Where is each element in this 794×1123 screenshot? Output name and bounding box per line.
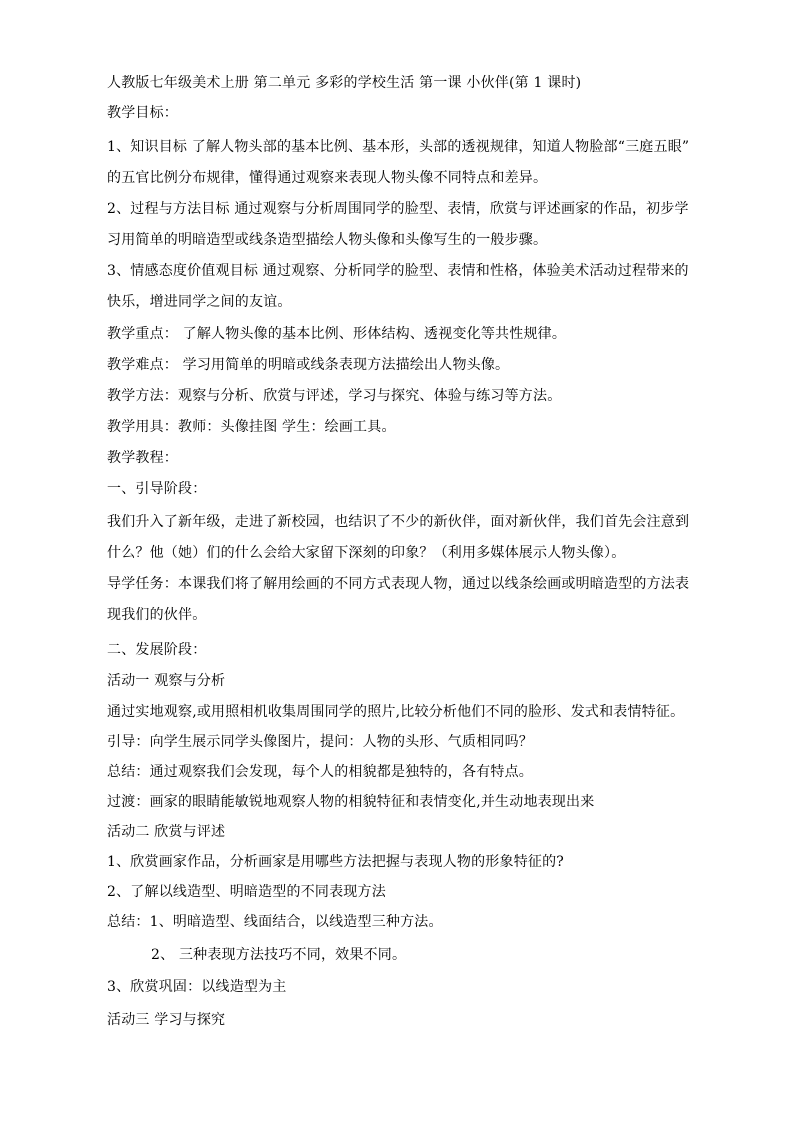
activity-2-item-3: 3、欣赏巩固：以线造型为主 [107,979,287,995]
stage-1-task-line-1: 导学任务：本课我们将了解用绘画的不同方式表现人物，通过以线条绘画或明暗造型的方法表 [107,576,690,592]
lesson-plan-page [107,73,723,1030]
stage-1-task-line-2: 现我们的伙伴。 [107,607,207,623]
objective-3-line-1: 3、情感态度价值观目标 通过观察、分析同学的脸型、表情和性格，体验美术活动过程带来的 [107,263,689,279]
key-points: 教学重点： 了解人物头像的基本比例、形体结构、透视变化等共性规律。 [107,326,567,342]
teaching-methods: 教学方法：观察与分析、欣赏与评述，学习与探究、体验与练习等方法。 [107,388,562,404]
activity-2-item-1: 1、欣赏画家作品，分析画家是用哪些方法把握与表现人物的形象特征的? [107,854,565,870]
objective-1-line-2: 的五官比例分布规律，懂得通过观察来表现人物头像不同特点和差异。 [107,170,548,186]
activity-3-heading: 活动三 学习与探究 [107,1012,226,1028]
activity-2-heading: 活动二 欣赏与评述 [107,824,226,840]
objective-1-line-1: 1、知识目标 了解人物头部的基本比例、基本形，头部的透视规律，知道人物脸部“三庭五眼” [107,139,690,155]
document-title: 人教版七年级美术上册 第二单元 多彩的学校生活 第一课 小伙伴(第 1 课时) [107,75,582,91]
activity-1-heading: 活动一 观察与分析 [107,673,226,689]
activity-2-item-2: 2、了解以线造型、明暗造型的不同表现方法 [107,884,386,900]
objectives-heading: 教学目标： [107,105,178,121]
stage-1-paragraph-line-2: 什么？他（她）们的什么会给大家留下深刻的印象？（利用多媒体展示人物头像）。 [107,545,626,561]
objective-2-line-1: 2、过程与方法目标 通过观察与分析周围同学的脸型、表情，欣赏与评述画家的作品，初步学 [107,201,689,217]
stage-2-heading: 二、发展阶段： [107,642,207,658]
objective-2-line-2: 习用简单的明暗造型或线条造型描绘人物头像和头像写生的一般步骤。 [107,232,548,248]
stage-1-heading: 一、引导阶段： [107,481,207,497]
teaching-tools: 教学用具：教师：头像挂图 学生：绘画工具。 [107,419,396,435]
activity-2-summary-2: 2、 三种表现方法技巧不同，效果不同。 [151,947,407,963]
activity-1-transition: 过渡：画家的眼睛能敏锐地观察人物的相貌特征和表情变化,并生动地表现出来 [107,794,595,810]
stage-1-paragraph-line-1: 我们升入了新年级，走进了新校园，也结识了不少的新伙伴，面对新伙伴，我们首先会注意到 [107,514,690,530]
activity-2-summary-1: 总结：1、明暗造型、线面结合，以线造型三种方法。 [107,914,443,930]
activity-1-guide: 引导：向学生展示同学头像图片，提问：人物的头形、气质相同吗？ [107,734,533,750]
objective-3-line-2: 快乐，增进同学之间的友谊。 [107,294,292,310]
difficulties: 教学难点： 学习用简单的明暗或线条表现方法描绘出人物头像。 [107,357,510,373]
process-heading: 教学教程： [107,450,178,466]
activity-1-summary: 总结：通过观察我们会发现，每个人的相貌都是独特的，各有特点。 [107,764,533,780]
activity-1-observe: 通过实地观察,或用照相机收集周围同学的照片,比较分析他们不同的脸形、发式和表情特征。 [107,704,685,720]
